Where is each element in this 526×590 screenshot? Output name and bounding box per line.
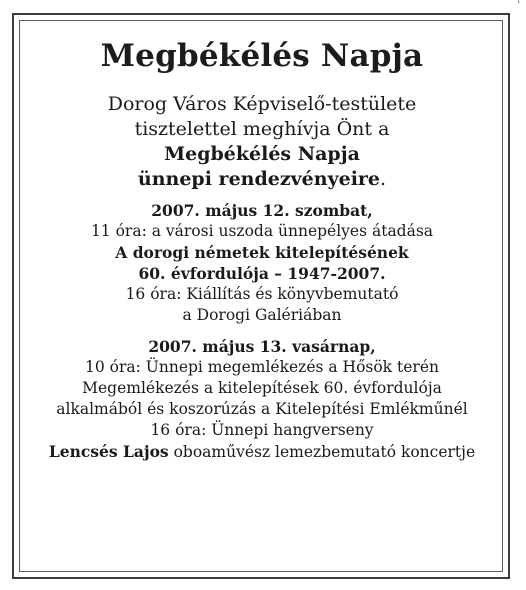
invitation-title: Megbékélés Napja xyxy=(100,38,424,74)
day2-line-5-bold: Lencsés Lajos xyxy=(48,442,169,461)
intro-line-4 xyxy=(20,167,504,192)
corner-mark: ' xyxy=(517,0,520,10)
day1-date: 2007. május 12. szombat, xyxy=(151,201,373,220)
intro-line-3: Megbékélés Napja xyxy=(164,143,360,165)
intro-block xyxy=(20,92,504,192)
day2-line-5-rest: oboaművész lemezbemutató koncertje xyxy=(168,443,476,461)
intro-line-1: Dorog Város Képviselő-testülete xyxy=(107,93,417,115)
day2-program xyxy=(20,336,504,463)
day1-line-1: 11 óra: a városi uszoda ünnepélyes átadása xyxy=(90,222,434,240)
day2-date: 2007. május 13. vasárnap, xyxy=(148,337,376,356)
day2-line-5 xyxy=(20,441,504,463)
intro-line-4-bold: ünnepi rendezvényeire xyxy=(137,168,381,190)
day2-line-1: 10 óra: Ünnepi megemlékezés a Hősök terén xyxy=(85,358,439,376)
day1-program xyxy=(20,200,504,326)
day1-line-4: 16 óra: Kiállítás és könyvbemutató xyxy=(125,285,399,303)
intro-line-4-end: . xyxy=(380,168,387,190)
day1-line-2: A dorogi németek kitelepítésének xyxy=(115,243,409,262)
invitation-content xyxy=(20,20,504,463)
day2-line-4: 16 óra: Ünnepi hangverseny xyxy=(150,421,374,439)
day2-line-3: alkalmából és koszorúzás a Kitelepítési Emlékműnél xyxy=(56,400,468,418)
day1-line-5: a Dorogi Galériában xyxy=(182,306,342,324)
day2-line-2: Megemlékezés a kitelepítések 60. évfordulója xyxy=(82,379,442,397)
day1-line-3: 60. évfordulója – 1947-2007. xyxy=(138,264,386,283)
intro-line-2: tisztelettel meghívja Önt a xyxy=(134,118,390,140)
